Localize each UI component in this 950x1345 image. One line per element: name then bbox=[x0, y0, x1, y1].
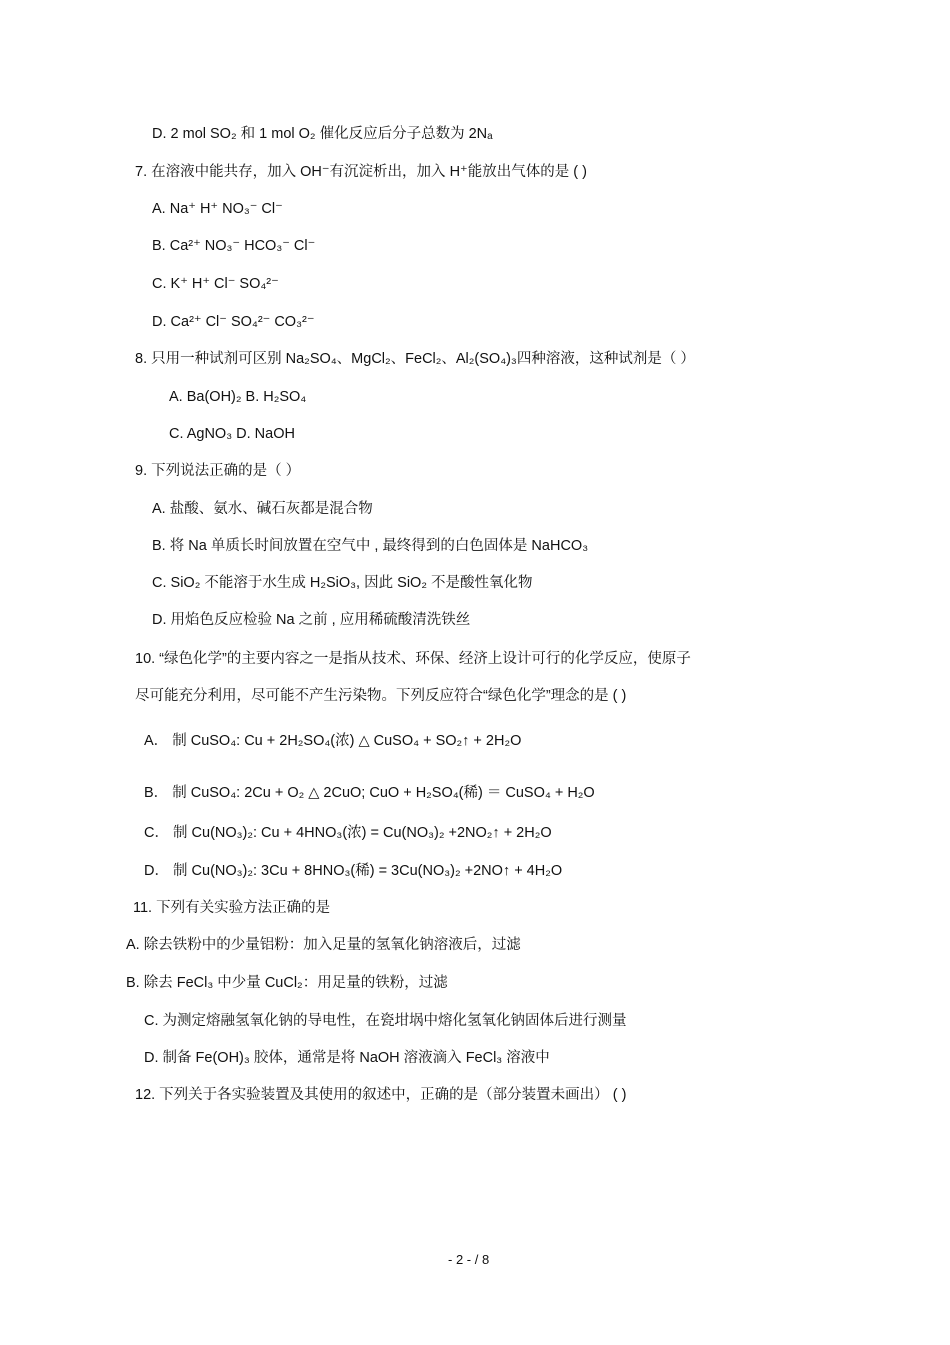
q10-option-b: B． 制 CuSO₄: 2Cu + O₂ △ 2CuO; CuO + H₂SO₄(稀) ＝ CuSO₄ + H₂O bbox=[144, 785, 595, 801]
q9-stem: 9. 下列说法正确的是（ ） bbox=[135, 463, 301, 479]
q7-option-c: C. K⁺ H⁺ Cl⁻ SO₄²⁻ bbox=[152, 276, 279, 292]
q7-option-d: D. Ca²⁺ Cl⁻ SO₄²⁻ CO₃²⁻ bbox=[152, 314, 315, 330]
q9-option-c: C. SiO₂ 不能溶于水生成 H₂SiO₃, 因此 SiO₂ 不是酸性氧化物 bbox=[152, 575, 533, 591]
q10-option-d: D． 制 Cu(NO₃)₂: 3Cu + 8HNO₃(稀) = 3Cu(NO₃)₂ +2NO↑ + 4H₂O bbox=[144, 863, 563, 879]
q9-option-d: D. 用焰色反应检验 Na 之前 , 应用稀硫酸清洗铁丝 bbox=[152, 612, 471, 628]
q11-option-a: A. 除去铁粉中的少量铝粉：加入足量的氢氧化钠溶液后，过滤 bbox=[126, 937, 521, 953]
q8-options-ab: A. Ba(OH)₂ B. H₂SO₄ bbox=[169, 389, 307, 405]
q7-option-b: B. Ca²⁺ NO₃⁻ HCO₃⁻ Cl⁻ bbox=[152, 238, 316, 254]
q10-option-c: C． 制 Cu(NO₃)₂: Cu + 4HNO₃(浓) = Cu(NO₃)₂ +2NO₂↑ + 2H₂O bbox=[144, 825, 552, 841]
q8-options-cd: C. AgNO₃ D. NaOH bbox=[169, 426, 295, 442]
q11-option-d: D. 制备 Fe(OH)₃ 胶体，通常是将 NaOH 溶液滴入 FeCl₃ 溶液中 bbox=[144, 1050, 550, 1066]
q11-option-b: B. 除去 FeCl₃ 中少量 CuCl₂：用足量的铁粉，过滤 bbox=[126, 975, 448, 991]
q10-stem: 10. “绿色化学”的主要内容之一是指从技术、环保、经济上设计可行的化学反应，使原子 bbox=[135, 651, 691, 667]
q7-stem: 7. 在溶液中能共存，加入 OH⁻有沉淀析出，加入 H⁺能放出气体的是 ( ) bbox=[135, 164, 587, 180]
q12-stem: 12. 下列关于各实验装置及其使用的叙述中，正确的是（部分装置未画出） ( ) bbox=[135, 1087, 627, 1103]
page-number: - 2 - / 8 bbox=[448, 1252, 490, 1267]
q9-option-a: A. 盐酸、氨水、碱石灰都是混合物 bbox=[152, 501, 373, 517]
q11-option-c: C. 为测定熔融氢氧化钠的导电性，在瓷坩埚中熔化氢氧化钠固体后进行测量 bbox=[144, 1013, 627, 1029]
q11-stem: 11. 下列有关实验方法正确的是 bbox=[133, 900, 331, 916]
q8-stem: 8. 只用一种试剂可区别 Na₂SO₄、MgCl₂、FeCl₂、Al₂(SO₄)₃四种溶液，这种试剂是（ ） bbox=[135, 351, 695, 367]
q6-option-d: D. 2 mol SO₂ 和 1 mol O₂ 催化反应后分子总数为 2Nₐ bbox=[152, 126, 493, 142]
q10-stem-continued: 尽可能充分利用，尽可能不产生污染物。下列反应符合“绿色化学”理念的是 ( ) bbox=[135, 688, 627, 704]
q10-option-a: A． 制 CuSO₄: Cu + 2H₂SO₄(浓) △ CuSO₄ + SO₂↑ + 2H₂O bbox=[144, 733, 522, 749]
q9-option-b: B. 将 Na 单质长时间放置在空气中 , 最终得到的白色固体是 NaHCO₃ bbox=[152, 538, 589, 554]
q7-option-a: A. Na⁺ H⁺ NO₃⁻ Cl⁻ bbox=[152, 201, 283, 217]
